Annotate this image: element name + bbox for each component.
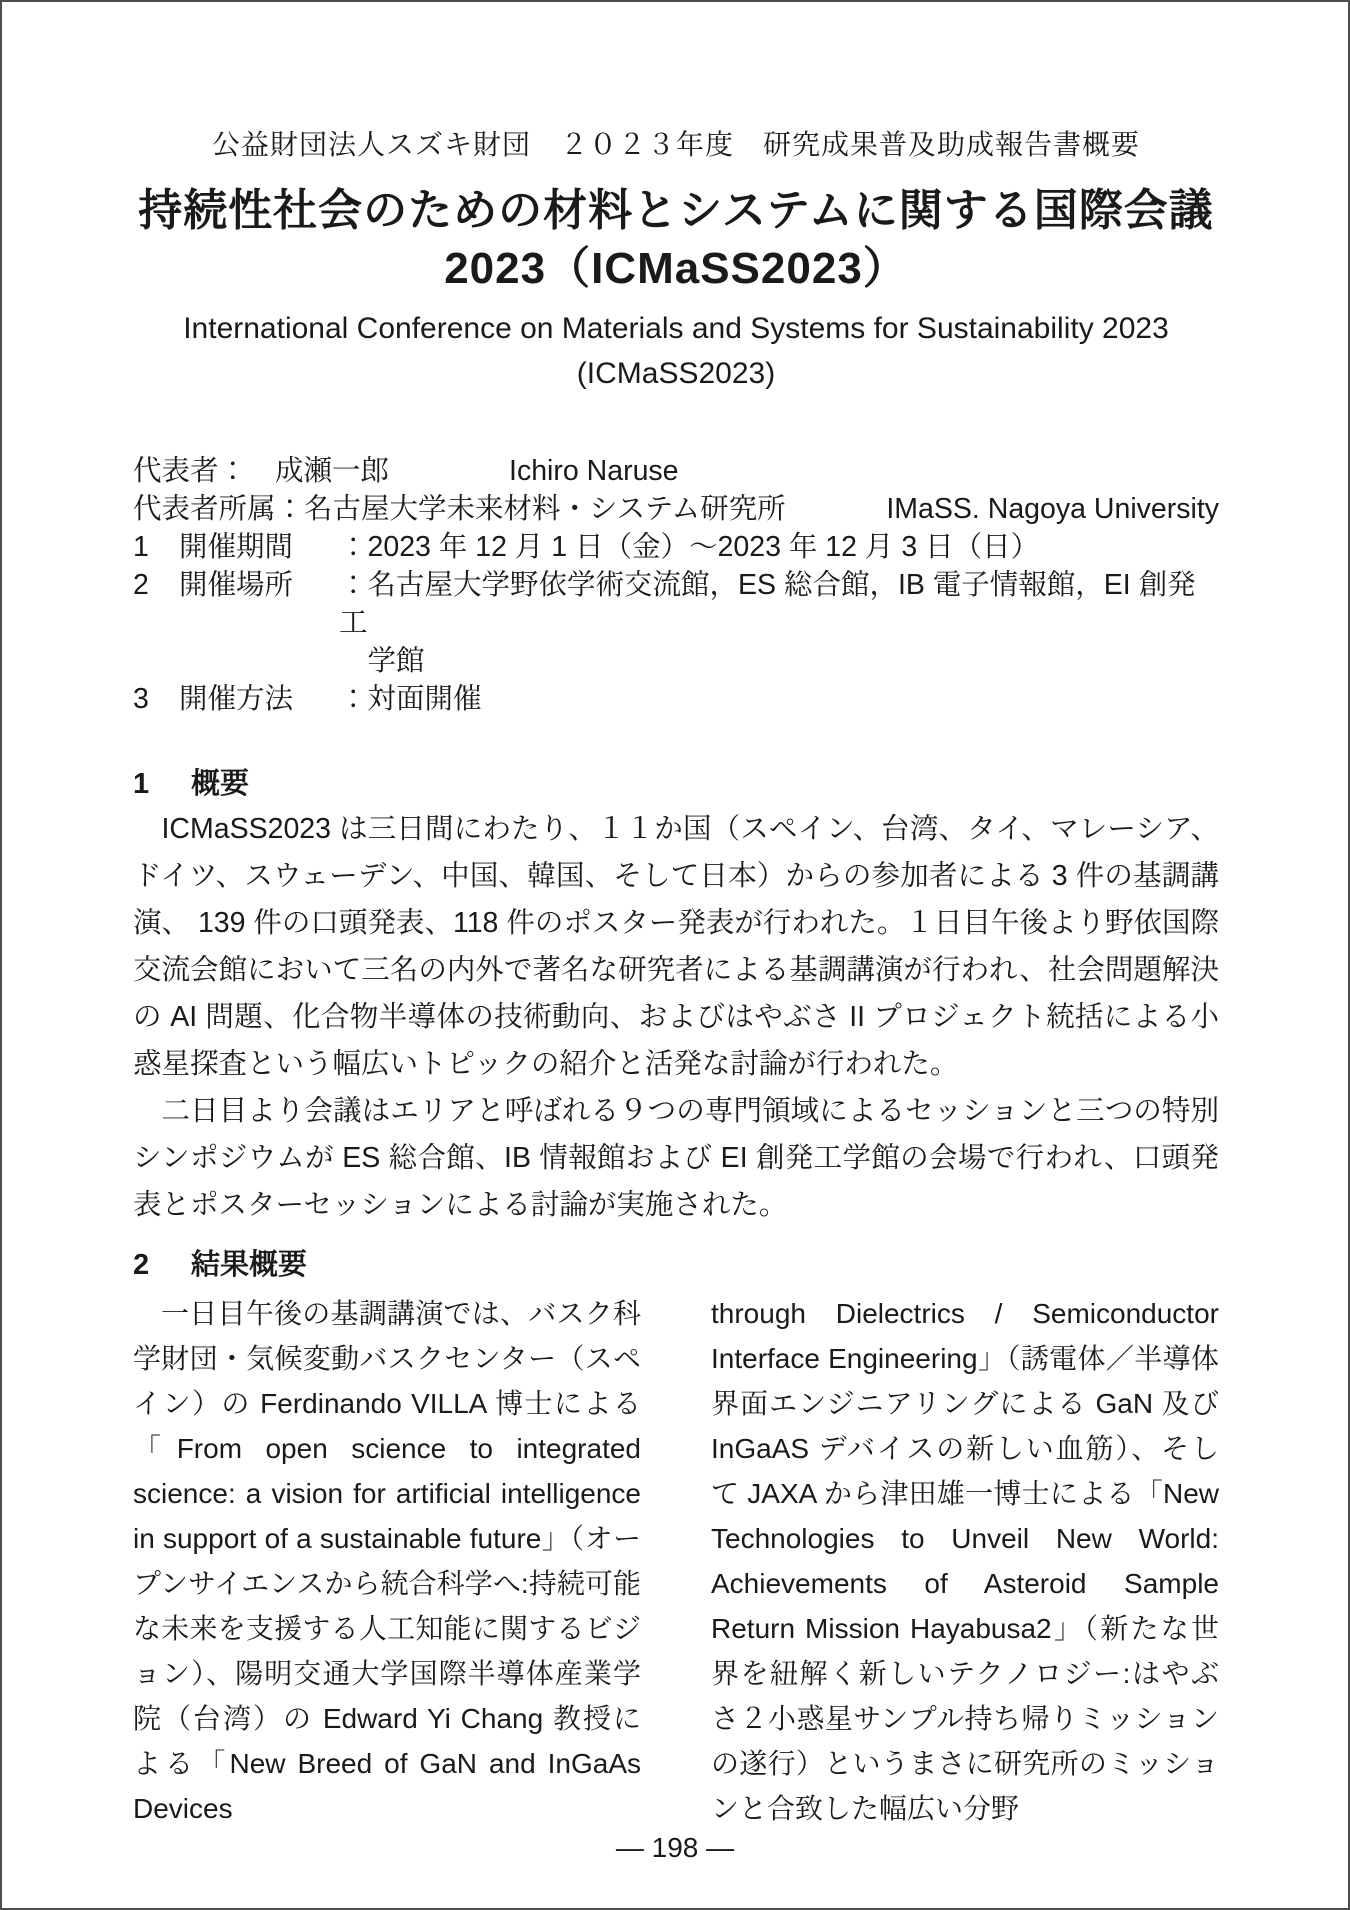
section2-columns: [133, 1291, 1219, 1831]
info-item-number: 3: [133, 683, 149, 715]
section2-heading-label: 結果概要: [191, 1249, 308, 1281]
affiliation-row: [133, 490, 1219, 528]
representative-name-en: Ichiro Naruse: [509, 455, 679, 487]
section2-column-right: through Dielectrics / Semiconductor Interface Engineering」（誘電体／半導体界面エンジニアリングによる GaN 及び InGaAS デバイスの新しい血筋）、そして JAXA から津田雄一博士による「New Technologies to Unveil New World: Achievements of Asteroid Sample Return Mission Hayabusa2」（新たな世界を紐解く新しいテクノロジー:はやぶさ２小惑星サンプル持ち帰りミッションの遂行）というまさに研究所のミッションと合致した幅広い分野: [711, 1298, 1219, 1824]
section1-heading-number: 1: [133, 768, 150, 800]
title-en-line2: (ICMaSS2023): [576, 357, 776, 390]
info-item-value: ：対面開催: [339, 683, 482, 715]
title-jp-line2: 2023（ICMaSS2023）: [444, 244, 908, 293]
title-japanese: [133, 182, 1219, 298]
affiliation-label: 代表者所属：: [133, 493, 305, 525]
representative-row: [133, 452, 1219, 490]
section2-heading-number: 2: [133, 1249, 150, 1281]
info-row-format: [133, 680, 1219, 718]
section1-paragraph2: 二日目より会議はエリアと呼ばれる９つの専門領域によるセッションと三つの特別シンポジウムが ES 総合館、IB 情報館および EI 創発工学館の会場で行われ、口頭発表とポスターセッションによる討論が実施された。: [133, 1095, 1219, 1221]
page-number: — 198 —: [615, 1832, 735, 1863]
info-item-value: ：2023 年 12 月 1 日（金）～2023 年 12 月 3 日（日）: [339, 531, 1040, 563]
info-item-label: 開催期間: [179, 531, 294, 563]
info-item-value-line2: 学館: [367, 645, 425, 677]
affiliation-jp: [133, 490, 786, 528]
representative-label: 代表者：: [133, 455, 248, 487]
info-item-label: 開催場所: [179, 569, 294, 601]
info-row-venue: [133, 566, 1219, 680]
title-english: [133, 306, 1219, 396]
section1-body: [133, 806, 1219, 1229]
title-jp-line1: 持続性社会のための材料とシステムに関する国際会議: [138, 186, 1214, 235]
conference-info-block: [133, 452, 1219, 718]
section1-paragraph1: ICMaSS2023 は三日間にわたり、１１か国（スペイン、台湾、タイ、マレーシア、ドイツ、スウェーデン、中国、韓国、そして日本）からの参加者による 3 件の基調講演、 139 件の口頭発表、118 件のポスター発表が行われた。１日目午後より野依国際交流会館において三名の内外で著名な研究者による基調講演が行われ、社会問題解決の AI 問題、化合物半導体の技術動向、およびはやぶさ II プロジェクト統括による小惑星探査という幅広いトピックの紹介と活発な討論が行われた。: [133, 813, 1219, 1080]
section1-heading-label: 概要: [191, 768, 250, 800]
info-item-label: 開催方法: [179, 683, 294, 715]
title-en-line1: International Conference on Materials and Systems for Sustainability 2023: [183, 312, 1169, 345]
report-header-line: 公益財団法人スズキ財団 ２０２３年度 研究成果普及助成報告書概要: [211, 129, 1140, 160]
info-item-value-line1: ：名古屋大学野依学術交流館，ES 総合館，IB 電子情報館，EI 創発工: [339, 569, 1196, 639]
section1-heading: [133, 764, 1219, 804]
section2-column-left: 一日目午後の基調講演では、バスク科学財団・気候変動バスクセンター（スペイン）の Ferdinando VILLA 博士による「From open science to integrated science: a vision for artificial intelligence in support of a sustainable future」（オープンサイエンスから統合科学へ:持続可能な未来を支援する人工知能に関するビジョン）、陽明交通大学国際半導体産業学院（台湾）の Edward Yi Chang 教授による「New Breed of GaN and InGaAs Devices: [133, 1298, 641, 1824]
info-item-number: 2: [133, 569, 149, 601]
affiliation-value-jp: 名古屋大学未来材料・システム研究所: [304, 493, 786, 525]
representative-name-jp: 成瀬一郎: [275, 455, 390, 487]
affiliation-value-en: IMaSS. Nagoya University: [886, 493, 1219, 525]
info-item-number: 1: [133, 531, 149, 563]
info-item-value: [339, 566, 1219, 680]
info-row-dates: [133, 528, 1219, 566]
section2-heading: [133, 1245, 1219, 1285]
page-content: [133, 128, 1219, 1831]
